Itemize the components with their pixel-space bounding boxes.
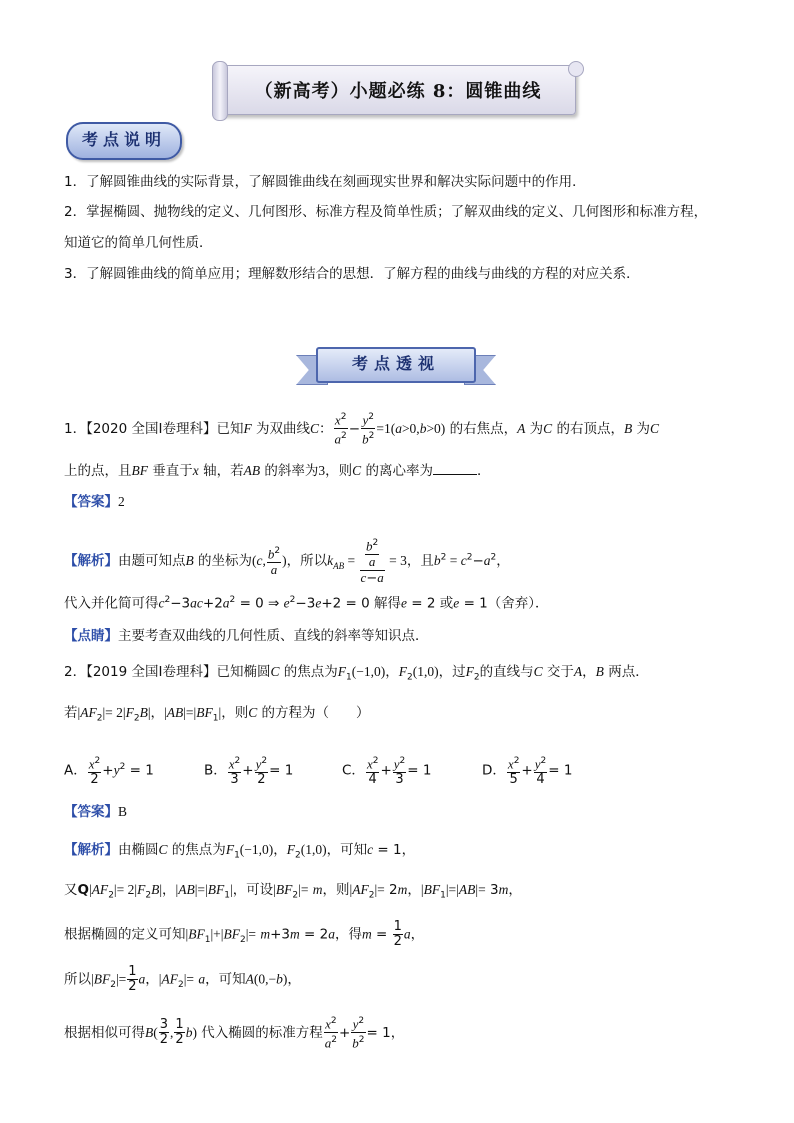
intro-item-3: 3．了解圆锥曲线的简单应用；理解数形结合的思想．了解方程的曲线与曲线的方程的对应关系． [64, 266, 640, 282]
q1-source: 【2020 全国Ⅰ卷理科】 [86, 420, 217, 437]
q2-answer-tag: 【答案】 [64, 804, 118, 820]
q2-analysis: 【解析】由椭圆C 的焦点为$F_1(-1,0)$，$F_2(1,0)$，可知c = 1， [64, 842, 416, 861]
q2-answer-value: B [118, 804, 128, 819]
q2-number: 2． [64, 664, 87, 680]
q2-analysis-2: 又$Q|AF_2|= 2|F_2B|$，$|AB|=|BF_1|$，可设$|BF_2|= m$，则$|AF_2|= 2m$，$|BF_1|=|AB|= 3m$， [64, 882, 522, 901]
exam-insight-badge [296, 345, 496, 387]
intro-item-1: 1．了解圆锥曲线的实际背景，了解圆锥曲线在刻画现实世界和解决实际问题中的作用． [64, 174, 586, 190]
exam-insight-label: 考点透视 [316, 347, 476, 383]
q1-analysis: 【解析】由题可知点B 的坐标为(c, $\frac{b^2}{a}$ )，所以$k_{AB}$ = $\frac{\frac{b^2}{a}}{c-a}$ = 3，且$b^2 = c^2-a^2$， [64, 538, 510, 587]
q2-stem: 2．【2019 全国Ⅰ卷理科】已知椭圆C 的焦点为$F_1(-1,0)$，$F_2(1,0)$，过$F_2$的直线与C 交于A，B 两点． [64, 664, 649, 683]
intro-item-2a: 2．掌握椭圆、抛物线的定义、几何图形、标准方程及简单性质；了解双曲线的定义、几何图形和标准方程， [64, 204, 708, 220]
q2-source: 【2019 全国Ⅰ卷理科】 [86, 664, 217, 680]
q1-point [64, 626, 429, 646]
q1-answer-value: 2 [118, 494, 125, 509]
q2-option-c: C． $\frac{x^2}{4}$ + $\frac{y^2}{3}$ = 1 [342, 756, 432, 788]
page-title: （新高考）小题必练 8：圆锥曲线 [254, 81, 542, 102]
q2-option-b: B． $\frac{x^2}{3}$ + $\frac{y^2}{2}$ = 1 [204, 756, 294, 788]
q1-answer [64, 492, 125, 512]
q2-analysis-3: 根据椭圆的定义可知$|BF_1|+|BF_2|= m+3m = 2a$，得m = $\frac{1}{2}$ a， [64, 919, 425, 949]
q1-number: 1． [64, 420, 87, 437]
q2-option-a: A． $\frac{x^2}{2}$ $+y^2 = 1$ [64, 756, 154, 788]
q1-analysis-tag: 【解析】 [64, 553, 118, 570]
q2-option-d: D． $\frac{x^2}{5}$ + $\frac{y^2}{4}$ = 1 [482, 756, 573, 788]
q2-analysis-5: 根据相似可得B( $\frac{3}{2}$ , $\frac{1}{2}$ b) 代入椭圆的标准方程 $\frac{x^2}{a^2}$ + $\frac{y^2}{b^2}$ = 1， [64, 1016, 405, 1051]
q1-point-tag: 【点睛】 [64, 628, 118, 644]
q1-point-text: 主要考查双曲线的几何性质、直线的斜率等知识点． [118, 628, 429, 644]
q2-analysis-tag: 【解析】 [64, 842, 118, 858]
intro-item-2b: 知道它的简单几何性质． [64, 235, 213, 251]
q2-answer [64, 802, 127, 822]
q2-analysis-4: 所以$|BF_2|=$ $\frac{1}{2}$ a，$|AF_2|= a$，可知A(0,−b)， [64, 964, 301, 994]
q1-stem: 1．【2020 全国Ⅰ卷理科】已知F 为双曲线C： $\frac{x^2}{a^2}$ − $\frac{y^2}{b^2}$ =1(a>0,b>0) 的右焦点，A 为C 的右顶点，B 为C [64, 412, 660, 447]
exam-points-badge: 考点说明 [66, 122, 182, 160]
q1-stem-2: 上的点，且BF 垂直于x 轴，若AB 的斜率为3，则C 的离心率为 ． [64, 463, 491, 479]
title-banner [220, 65, 576, 115]
q1-analysis-2: 代入并化简可得$c^2-3ac+2a^2 = 0$ ⇒ $e^2-3e+2 = 0$ 解得e = 2 或e = 1（舍弃）． [64, 595, 549, 612]
q2-stem-2: 若$|AF_2|= 2|F_2B|$，$|AB|=|BF_1|$，则C 的方程为（ ） [64, 705, 370, 724]
q1-answer-tag: 【答案】 [64, 494, 118, 510]
